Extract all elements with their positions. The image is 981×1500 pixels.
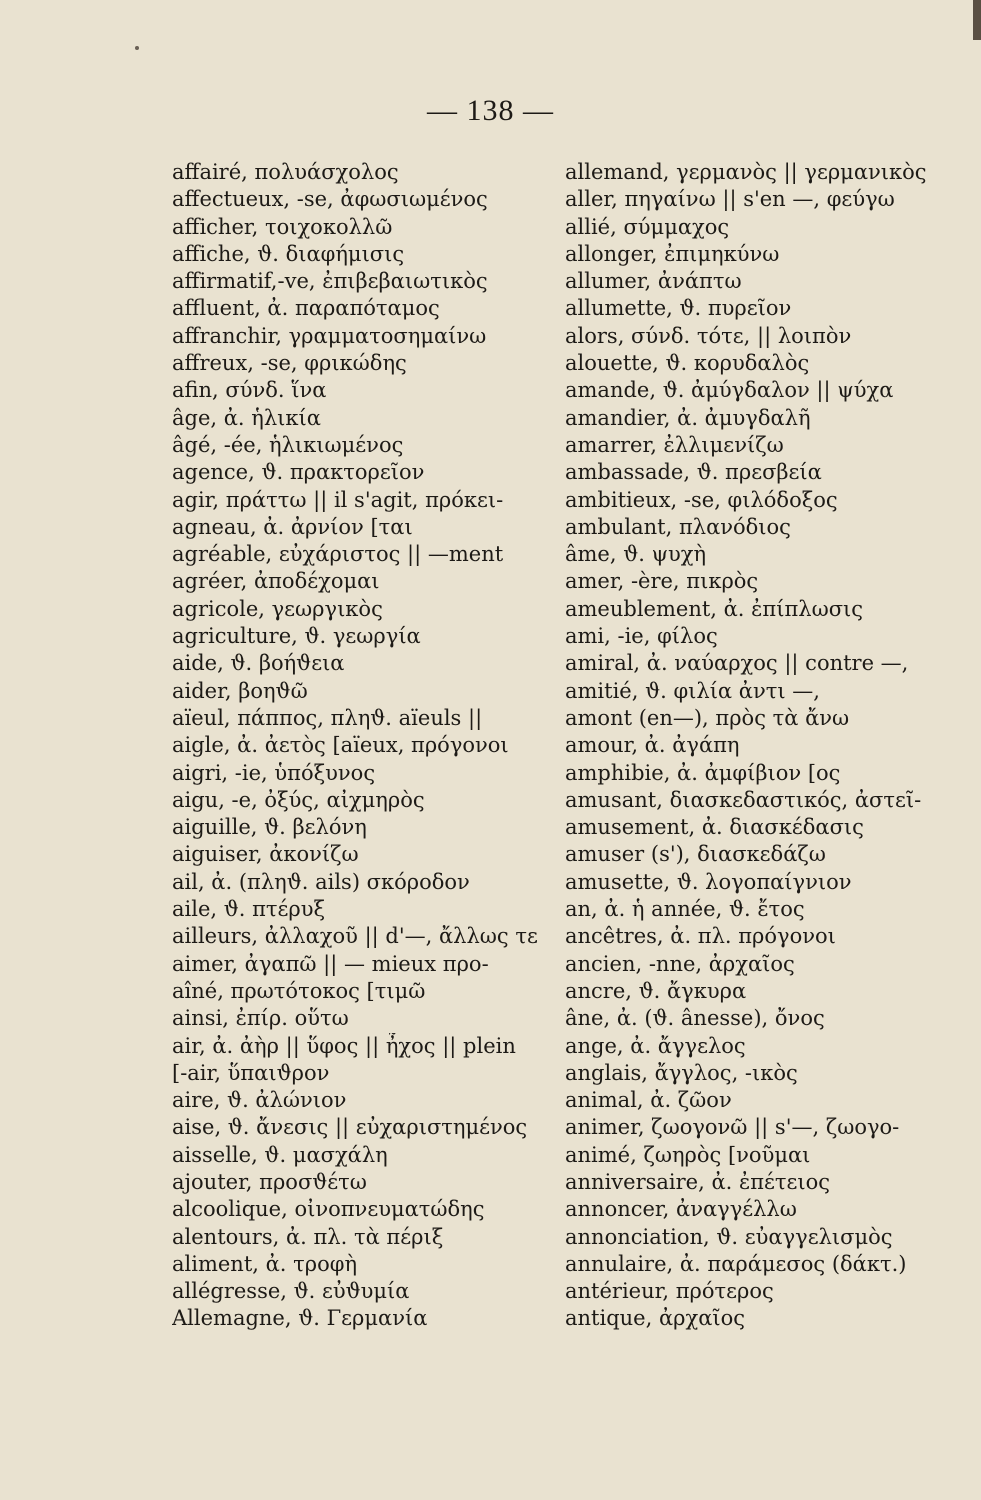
dictionary-entry: aile, ϑ. πτέρυξ — [172, 897, 326, 922]
dictionary-entry: ancêtres, ἀ. πλ. πρόγονοι — [565, 924, 836, 949]
dictionary-entry: ainsi, ἐπίρ. οὕτω — [172, 1006, 349, 1031]
dictionary-entry: affirmatif,-ve, ἐπιβεβαιωτικὸς — [172, 269, 488, 294]
dictionary-entry: agir, πράττω || il s'agit, πρόκει- — [172, 487, 504, 512]
dictionary-entry: annoncer, ἀναγγέλλω — [565, 1197, 797, 1222]
dictionary-entry: agriculture, ϑ. γεωργία — [172, 624, 421, 649]
dictionary-column-left — [172, 159, 552, 1333]
dictionary-entry: amphibie, ἀ. ἀμφίβιον [ος — [565, 760, 841, 785]
dictionary-entry: ambassade, ϑ. πρεσβεία — [565, 460, 822, 485]
dictionary-entry: âme, ϑ. ψυχὴ — [565, 542, 707, 567]
dictionary-entry: antique, ἀρχαῖος — [565, 1306, 746, 1331]
dictionary-entry: animal, ἀ. ζῶον — [565, 1088, 732, 1113]
dictionary-entry: aïeul, πάππος, πληϑ. aïeuls || — [172, 705, 483, 730]
dictionary-entry: amusant, διασκεδαστικός, ἀστεῖ- — [565, 787, 922, 812]
dictionary-entry: annonciation, ϑ. εὐαγγελισμὸς — [565, 1224, 893, 1249]
dictionary-entry: aigu, -e, ὀξύς, αἰχμηρὸς — [172, 787, 425, 812]
dictionary-entry: amusette, ϑ. λογοπαίγνιον — [565, 869, 852, 894]
dictionary-entry: ailleurs, ἀλλαχοῦ || d'—, ἄλλως τε — [172, 924, 538, 949]
dictionary-column-right — [565, 159, 945, 1333]
dictionary-entry: annulaire, ἀ. παράμεσος (δάκτ.) — [565, 1251, 907, 1276]
dictionary-entry: amande, ϑ. ἀμύγδαλον || ψύχα — [565, 378, 894, 403]
dictionary-entry: amuser (s'), διασκεδάζω — [565, 842, 826, 867]
dictionary-entry: âgé, -ée, ἡλικιωμένος — [172, 432, 404, 457]
dictionary-entry: agence, ϑ. πρακτορεῖον — [172, 460, 425, 485]
dictionary-entry: agricole, γεωργικὸς — [172, 596, 383, 621]
dictionary-entry: aide, ϑ. βοήϑεια — [172, 651, 345, 676]
dictionary-entry: ami, -ie, φίλος — [565, 624, 718, 649]
dictionary-entry: affranchir, γραμματοσημαίνω — [172, 323, 487, 348]
dictionary-entry: aire, ϑ. ἀλώνιον — [172, 1088, 347, 1113]
dictionary-entry: âne, ἀ. (ϑ. ânesse), ὄνος — [565, 1006, 825, 1031]
dictionary-entry: ajouter, προσϑέτω — [172, 1169, 367, 1194]
dictionary-entry: ancien, -nne, ἀρχαῖος — [565, 951, 795, 976]
dictionary-entry: agréer, ἀποδέχομαι — [172, 569, 380, 594]
dictionary-entry: allumette, ϑ. πυρεῖον — [565, 296, 792, 321]
dictionary-entry: alentours, ἀ. πλ. τὰ πέριξ — [172, 1224, 444, 1249]
dictionary-entry: allonger, ἐπιμηκύνω — [565, 241, 780, 266]
page-edge-mark — [973, 0, 981, 40]
dictionary-entry: aîné, πρωτότοκος [τιμῶ — [172, 978, 426, 1003]
dictionary-entry: allumer, ἀνάπτω — [565, 269, 742, 294]
dictionary-entry: affectueux, -se, ἀφωσιωμένος — [172, 187, 488, 212]
dictionary-entry: aimer, ἀγαπῶ || — mieux προ- — [172, 951, 489, 976]
dictionary-entry: agneau, ἀ. ἀρνίον [ται — [172, 514, 413, 539]
dictionary-entry: amont (en—), πρὸς τὰ ἄνω — [565, 705, 850, 730]
dictionary-entry: alors, σύνδ. τότε, || λοιπὸν — [565, 323, 852, 348]
dictionary-entry: allégresse, ϑ. εὐϑυμία — [172, 1279, 410, 1304]
dictionary-entry: animer, ζωογονῶ || s'—, ζωογο- — [565, 1115, 900, 1140]
dictionary-entry: affairé, πολυάσχολος — [172, 160, 399, 184]
dictionary-entry: aigri, -ie, ὑπόξυνος — [172, 760, 376, 785]
dictionary-entry: alouette, ϑ. κορυδαλὸς — [565, 351, 810, 376]
ink-speck — [135, 46, 139, 50]
dictionary-entry: ambitieux, -se, φιλόδοξος — [565, 487, 838, 512]
page-number: — 138 — — [427, 94, 554, 127]
dictionary-entry: ambulant, πλανόδιος — [565, 514, 791, 539]
dictionary-entry: affreux, -se, φρικώδης — [172, 351, 407, 376]
dictionary-entry: air, ἀ. ἀὴρ || ὕφος || ἦχος || plein — [172, 1033, 516, 1058]
dictionary-entry: affiche, ϑ. διαφήμισις — [172, 241, 405, 266]
dictionary-entry: aider, βοηϑῶ — [172, 678, 308, 703]
dictionary-entry: aiguille, ϑ. βελόνη — [172, 815, 367, 840]
dictionary-entry: amarrer, ἐλλιμενίζω — [565, 432, 784, 457]
dictionary-entry: amiral, ἀ. ναύαρχος || contre —, — [565, 651, 909, 676]
dictionary-entry: aller, πηγαίνω || s'en —, φεύγω — [565, 187, 895, 212]
dictionary-entry: aiguiser, ἀκονίζω — [172, 842, 359, 867]
dictionary-entry: [-air, ὕπαιϑρον — [172, 1060, 330, 1085]
dictionary-entry: animé, ζωηρὸς [νοῦμαι — [565, 1142, 811, 1167]
dictionary-entry: an, ἀ. ἡ année, ϑ. ἔτος — [565, 897, 805, 922]
dictionary-entry: aliment, ἀ. τροφὴ — [172, 1251, 358, 1276]
dictionary-entry: Allemagne, ϑ. Γερμανία — [172, 1306, 428, 1331]
dictionary-entry: agréable, εὐχάριστος || —ment — [172, 542, 504, 567]
dictionary-entry: amandier, ἀ. ἀμυγδαλῆ — [565, 405, 811, 430]
dictionary-entry: allemand, γερμανὸς || γερμανικὸς — [565, 160, 927, 184]
dictionary-entry: amitié, ϑ. φιλία ἀντι —, — [565, 678, 820, 703]
dictionary-entry: amour, ἀ. ἀγάπη — [565, 733, 740, 758]
dictionary-entry: aisselle, ϑ. μασχάλη — [172, 1142, 388, 1167]
dictionary-entry: antérieur, πρότερος — [565, 1279, 774, 1304]
dictionary-entry: allié, σύμμαχος — [565, 214, 730, 239]
dictionary-entry: afficher, τοιχοκολλῶ — [172, 214, 393, 239]
dictionary-entry: ail, ἀ. (πληϑ. ails) σκόροδον — [172, 869, 470, 894]
dictionary-entry: affluent, ἀ. παραπόταμος — [172, 296, 440, 321]
dictionary-entry: ameublement, ἀ. ἐπίπλωσις — [565, 596, 864, 621]
dictionary-entry: aise, ϑ. ἄνεσις || εὐχαριστημένος — [172, 1115, 528, 1140]
dictionary-entry: anniversaire, ἀ. ἐπέτειος — [565, 1169, 831, 1194]
dictionary-entry: aigle, ἀ. ἀετὸς [aïeux, πρόγονοι — [172, 733, 509, 758]
dictionary-entry: afin, σύνδ. ἵνα — [172, 378, 327, 403]
dictionary-entry: ancre, ϑ. ἄγκυρα — [565, 978, 747, 1003]
dictionary-entry: anglais, ἄγγλος, -ικὸς — [565, 1060, 798, 1085]
dictionary-entry: alcoolique, οἰνοπνευματώδης — [172, 1197, 485, 1222]
dictionary-entry: amusement, ἀ. διασκέδασις — [565, 815, 864, 840]
dictionary-entry: âge, ἀ. ἡλικία — [172, 405, 321, 430]
dictionary-entry: amer, -ère, πικρὸς — [565, 569, 759, 594]
dictionary-entry: ange, ἀ. ἄγγελος — [565, 1033, 746, 1058]
